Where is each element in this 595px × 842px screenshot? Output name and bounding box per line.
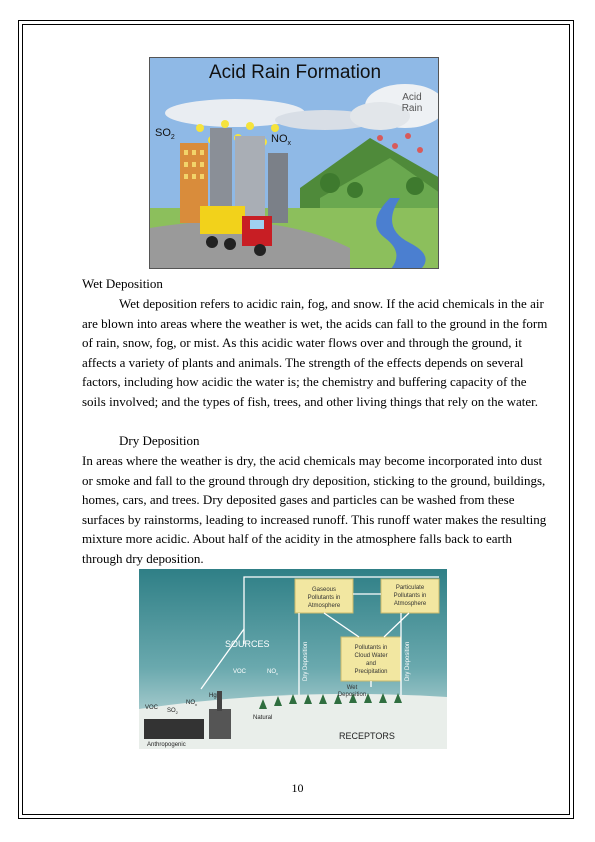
- cloud-box-line4: Precipitation: [354, 669, 388, 675]
- gaseous-box-line1: Gaseous: [311, 587, 337, 593]
- receptors-label: RECEPTORS: [339, 731, 395, 741]
- figure1-title: Acid Rain Formation: [208, 62, 382, 83]
- dry-deposition-label-left: Dry Deposition: [303, 641, 309, 681]
- deposition-diagram: [139, 569, 447, 749]
- nox-label: $NO_x$: [271, 133, 291, 147]
- dry-deposition-heading: Dry Deposition: [119, 433, 200, 448]
- sources-label: SOURCES: [225, 639, 270, 649]
- hg-label: Hg: [209, 693, 217, 699]
- gaseous-box-line2: Pollutants in: [307, 595, 341, 601]
- particulate-box-line1: Particulate: [395, 585, 425, 591]
- nox-natural-label: $NO_x$: [267, 669, 278, 676]
- acid-label: Acid: [402, 92, 422, 103]
- wet-deposition-body: Wet deposition refers to acidic rain, fog, and snow. If the acid chemicals in the air are blown into areas where the weather is wet, the acids can fall to the ground in the form of rain, snow, fog, or mist. As this acidic water flows over and through the ground, it affects a variety of plants and animals. The strength of the effects depends on several factors, including how acidic the water is; the chemistry and buffering capacity of the soils involved; and the types of fish, trees, and other living things that rely on the water.: [82, 296, 548, 409]
- voc-natural-label: VOC: [233, 669, 247, 675]
- particulate-box-line2: Pollutants in: [393, 593, 427, 599]
- wet-deposition-line2: Deposition: [337, 692, 367, 698]
- acid-rain-illustration: [150, 58, 439, 269]
- wet-deposition-line1: Wet: [346, 685, 358, 691]
- deposition-diagram-figure: [139, 569, 447, 749]
- dry-deposition-body: In areas where the weather is dry, the acid chemicals may become incorporated into dust or smoke and fall to the ground through dry deposition, sticking to the ground, buildings, homes, cars, and trees. Dry deposited gases and particles can be washed from these surfaces by rainstorms, leading to increased runoff. This runoff water makes the resulting mixture more acidic. About half of the acidity in the atmosphere falls back to earth through dry deposition.: [82, 453, 547, 566]
- particulate-box-line3: Atmosphere: [393, 601, 427, 607]
- gaseous-box-line3: Atmosphere: [307, 603, 341, 609]
- wet-deposition-heading: Wet Deposition: [82, 276, 163, 291]
- natural-label: Natural: [253, 715, 273, 721]
- so2-label: $SO_2$: [167, 708, 178, 715]
- dry-deposition-label-right: Dry Deposition: [405, 641, 411, 681]
- cloud-box-line1: Pollutants in: [354, 645, 388, 651]
- page-number: 10: [291, 781, 304, 795]
- nox-label: $NO_x$: [186, 700, 197, 707]
- cloud-box-line3: and: [365, 661, 377, 667]
- rain-label: Rain: [401, 103, 423, 114]
- voc-label: VOC: [145, 705, 159, 711]
- cloud-box-line2: Cloud Water: [354, 653, 388, 659]
- anthropogenic-label: Anthropogenic: [147, 742, 186, 748]
- acid-rain-formation-figure: [149, 57, 439, 269]
- so2-label: $SO_2$: [155, 127, 175, 141]
